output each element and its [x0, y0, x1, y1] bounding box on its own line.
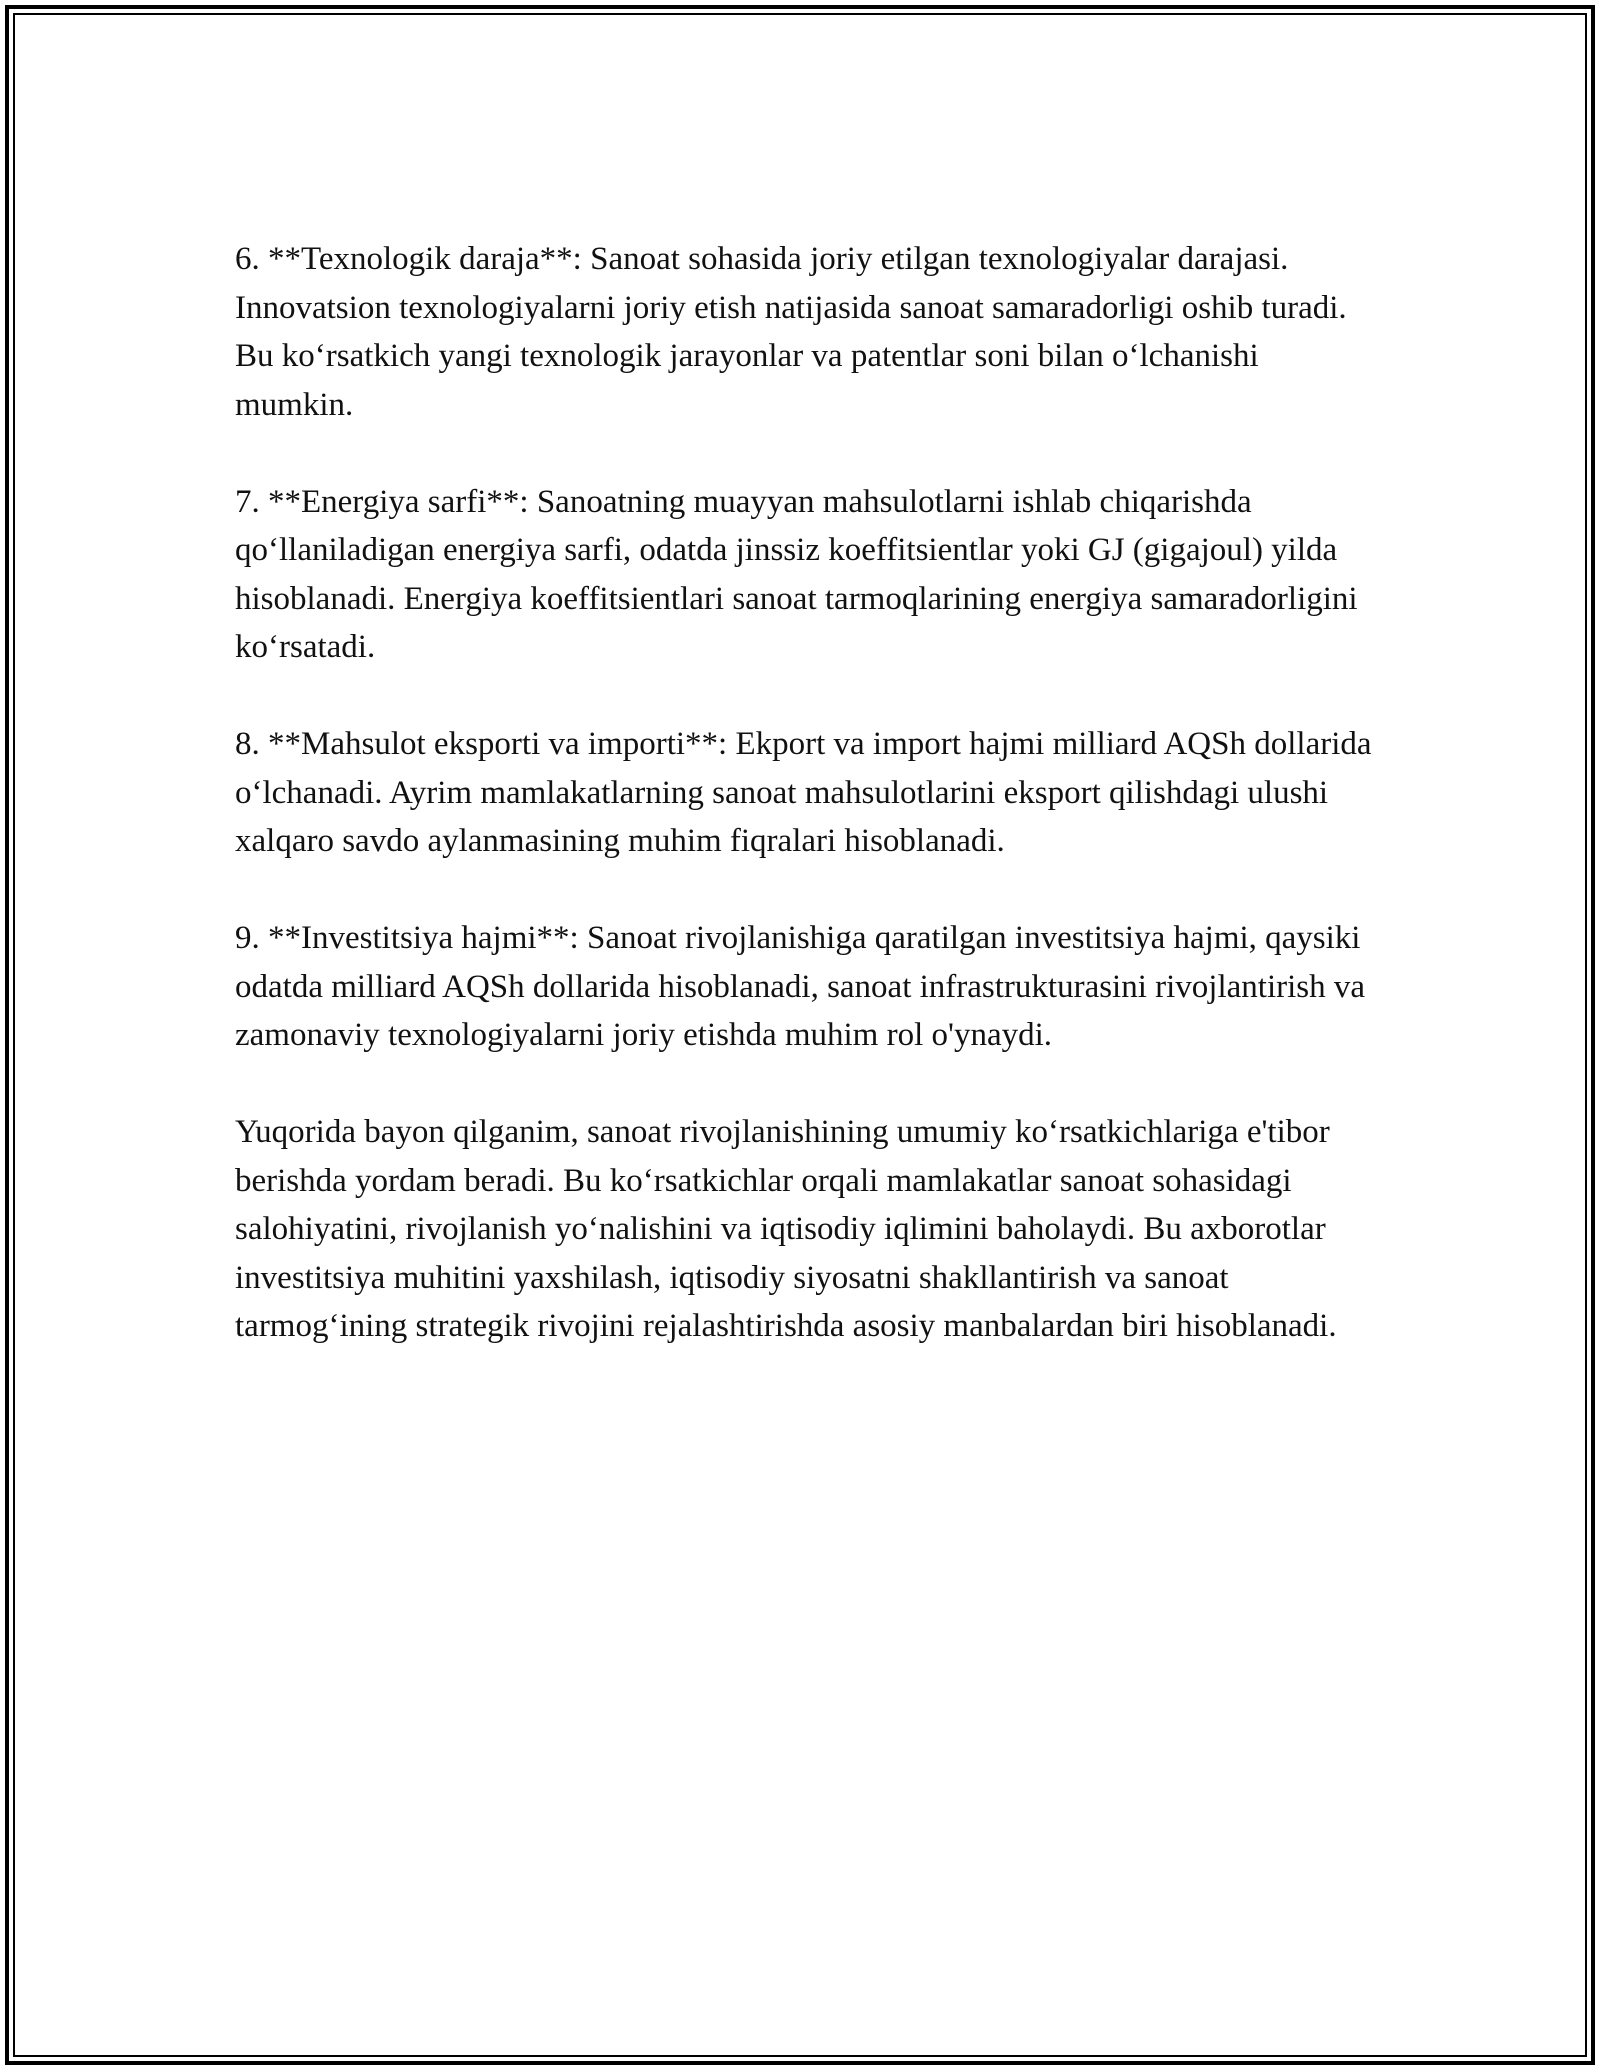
paragraph-conclusion: Yuqorida bayon qilganim, sanoat rivojlanishining umumiy ko‘rsatkichlariga e'tibor berishda yordam beradi. Bu ko‘rsatkichlar orqali mamlakatlar sanoat sohasidagi salohiyatini, rivojlanish yo‘nalishini va iqtisodiy iqlimini baholaydi. Bu axborotlar investitsiya muhitini yaxshilash, iqtisodiy siyosatni shakllantirish va sanoat tarmog‘ining strategik rivojini rejalashtirishda asosiy manbalardan biri hisoblanadi.: [235, 1114, 1337, 1344]
document-body: [235, 235, 1385, 1399]
paragraph-technology-level: 6. **Texnologik daraja**: Sanoat sohasida joriy etilgan texnologiyalar darajasi. Innovatsion texnologiyalarni joriy etish natijasida sanoat samaradorligi oshib turadi. Bu ko‘rsatkich yangi texnologik jarayonlar va patentlar soni bilan o‘lchanishi mumkin.: [235, 241, 1347, 423]
paragraph-investment-volume: 9. **Investitsiya hajmi**: Sanoat rivojlanishiga qaratilgan investitsiya hajmi, qaysiki odatda milliard AQSh dollarida hisoblanadi, sanoat infrastrukturasini rivojlantirish va zamonaviy texnologiyalarni joriy etishda muhim rol o'ynaydi.: [235, 920, 1366, 1053]
paragraph-export-import: 8. **Mahsulot eksporti va importi**: Ekport va import hajmi milliard AQSh dollarida o‘lchanadi. Ayrim mamlakatlarning sanoat mahsulotlarini eksport qilishdagi ulushi xalqaro savdo aylanmasining muhim fiqralari hisoblanadi.: [235, 726, 1372, 859]
paragraph-energy-consumption: 7. **Energiya sarfi**: Sanoatning muayyan mahsulotlarni ishlab chiqarishda qo‘llaniladigan energiya sarfi, odatda jinssiz koeffitsientlar yoki GJ (gigajoul) yilda hisoblanadi. Energiya koeffitsientlari sanoat tarmoqlarining energiya samaradorligini ko‘rsatadi.: [235, 483, 1358, 665]
